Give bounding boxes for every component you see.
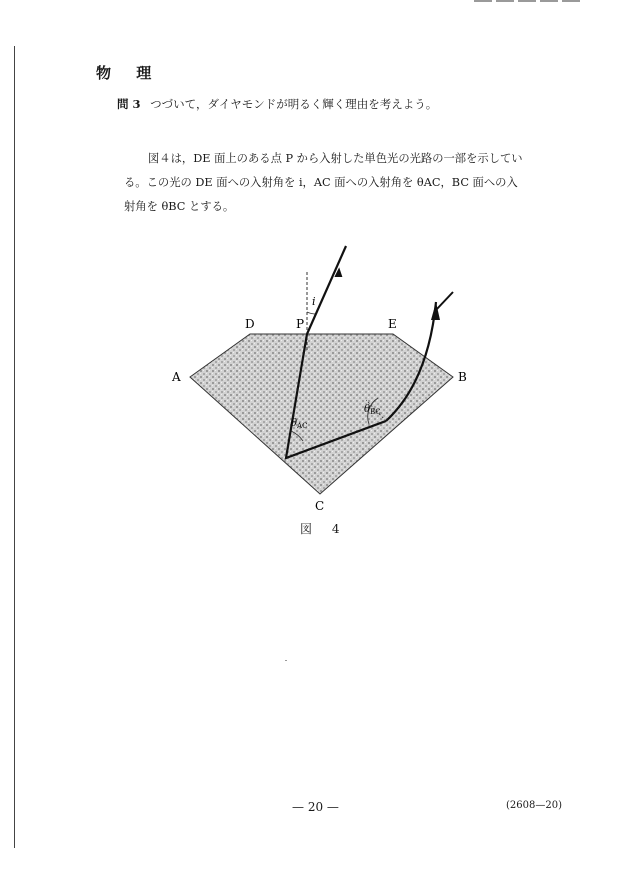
stray-mark [285,660,287,661]
subscript-bc: BC [370,408,381,416]
theta-symbol-ac: θ [291,418,298,429]
subject-heading: 物 理 [96,64,162,82]
label-c: C [315,499,325,513]
question-text: つづいて，ダイヤモンドが明るく輝く理由を考えよう。 [150,97,438,111]
diamond-shape [190,334,453,494]
problem-paragraph [124,147,564,219]
figure-caption: 図 4 [300,522,348,536]
page-number: — 20 — [292,800,339,814]
subscript-ac: AC [297,422,308,430]
exam-code: (2608—20) [506,800,562,811]
theta-symbol-bc: θ [364,404,371,415]
paragraph-line-1: 図４は，DE 面上のある点 P から入射した単色光の光路の一部を示してい [148,152,523,165]
header-marks [470,0,600,6]
incident-ray [307,246,346,334]
label-b: B [458,370,467,384]
label-i: i [312,295,316,308]
label-a: A [172,370,181,384]
left-margin-rule [14,46,15,848]
angle-arc-i [307,312,316,314]
exit-ray-extension [436,292,453,310]
label-p: P [296,317,305,331]
exit-ray-arrow [431,302,440,320]
question-label: 問 3 [117,97,141,111]
label-e: E [388,317,397,331]
figure-4-diamond-diagram [170,232,510,528]
incident-ray-arrow [336,270,341,276]
label-d: D [245,317,255,331]
paragraph-line-2: る。この光の DE 面への入射角を i，AC 面への入射角を θAC，BC 面への入 [124,176,518,189]
paragraph-line-3: 射角を θBC とする。 [124,200,235,213]
question-3 [117,96,437,112]
